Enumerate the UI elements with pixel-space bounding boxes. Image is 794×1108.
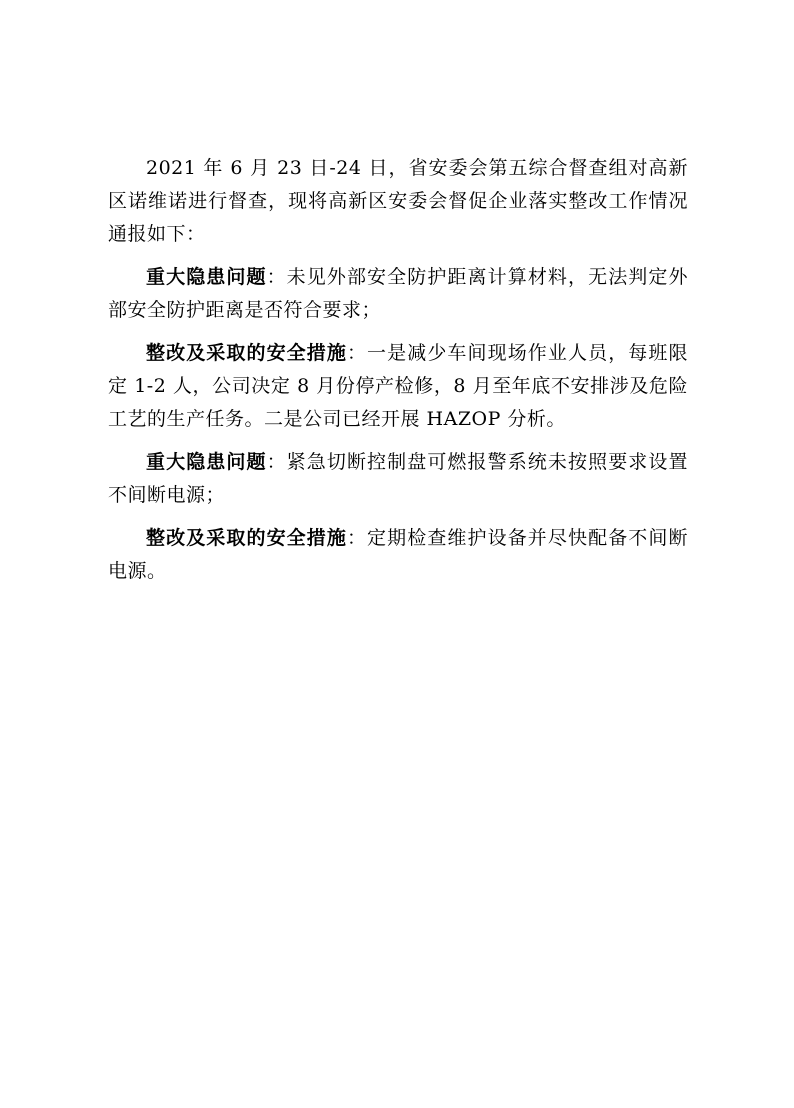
- measure-paragraph-2: [108, 522, 688, 588]
- intro-paragraph: 2021 年 6 月 23 日-24 日，省安委会第五综合督查组对高新区诺维诺进行督查，现将高新区安委会督促企业落实整改工作情况通报如下：: [108, 157, 688, 245]
- hazard-text-1: ：未见外部安全防护距离计算材料，无法判定外部安全防护距离是否符合要求；: [108, 266, 688, 321]
- hazard-label-1: 重大隐患问题: [146, 266, 267, 288]
- measure-paragraph-1: [108, 337, 688, 436]
- measure-text-2: ：定期检查维护设备并尽快配备不间断电源。: [108, 527, 688, 582]
- hazard-label-2: 重大隐患问题: [146, 451, 267, 473]
- measure-label-2: 整改及采取的安全措施: [146, 527, 347, 549]
- measure-label-1: 整改及采取的安全措施: [146, 342, 347, 364]
- measure-text-1: ：一是减少车间现场作业人员，每班限定 1-2 人，公司决定 8 月份停产检修，8 月至年底不安排涉及危险工艺的生产任务。二是公司已经开展 HAZOP 分析。: [108, 342, 688, 430]
- document-body: [108, 152, 688, 598]
- hazard-paragraph-1: [108, 261, 688, 327]
- hazard-paragraph-2: [108, 446, 688, 512]
- hazard-text-2: ：紧急切断控制盘可燃报警系统未按照要求设置不间断电源；: [108, 451, 688, 506]
